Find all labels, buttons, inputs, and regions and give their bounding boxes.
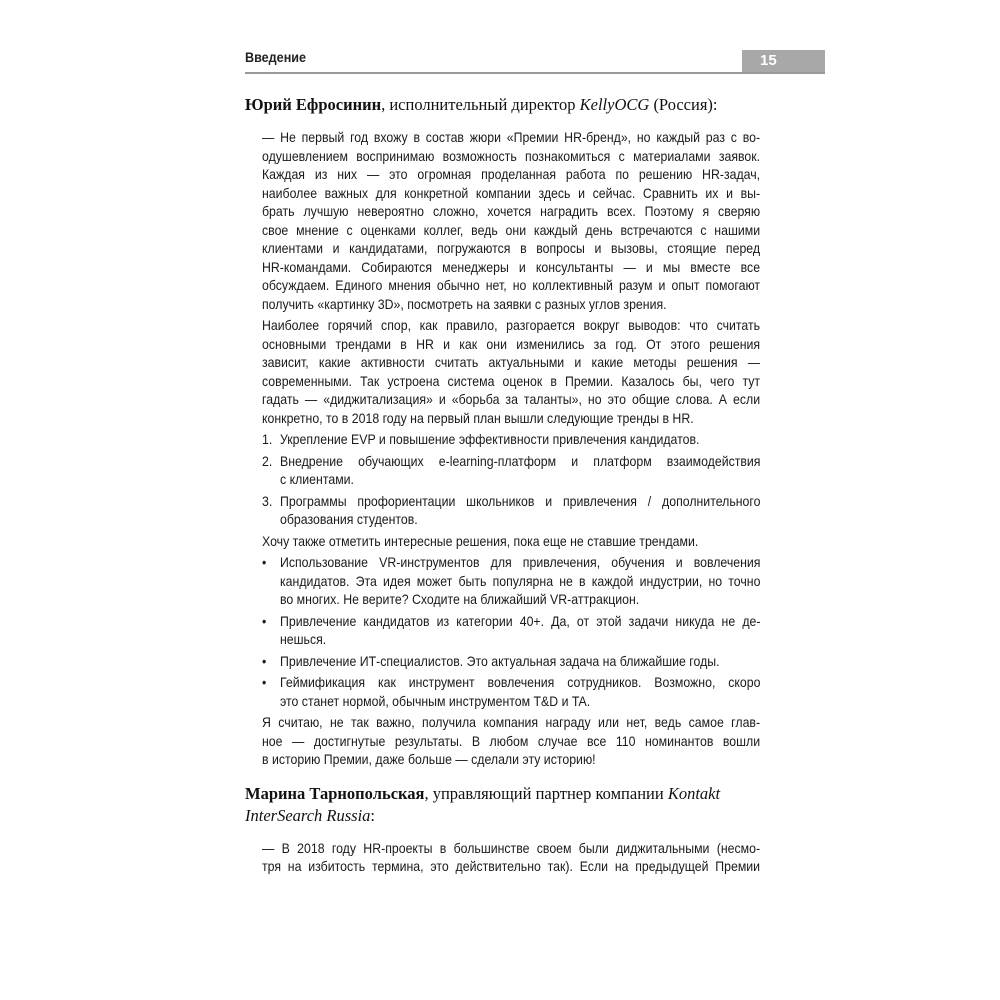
list-marker: • bbox=[262, 674, 267, 690]
author-tail: (Россия): bbox=[649, 95, 718, 114]
list-item bbox=[262, 652, 760, 671]
running-header: Введение bbox=[245, 49, 307, 65]
paragraph bbox=[262, 316, 760, 427]
list-item bbox=[262, 430, 760, 449]
text-line: современными. Так устроена система оценок в Премии. Казалось бы, чего тут bbox=[262, 372, 761, 389]
text-line: Внедрение обучающих e-learning-платформ и платформ взаимодействия bbox=[280, 452, 761, 469]
text-line: кандидатов. Эта идея может быть популярна не в каждой индустрии, но точно bbox=[280, 572, 761, 589]
author-role: , управляющий партнер компании bbox=[424, 783, 668, 803]
text-line: обсуждаем. Единого мнения обычно нет, но коллективный разум и опыт помогают bbox=[262, 277, 761, 293]
text-line: одушевлением воспринимаю возможность познакомиться с материалами заявок. bbox=[262, 147, 761, 164]
text-line: свое мнение с оценками коллег, ведь они каждый день встречаются с нашими bbox=[262, 221, 761, 238]
quote-block-1 bbox=[262, 128, 760, 769]
text-line: это станет нормой, обычным инструментом T&D и TA. bbox=[280, 692, 591, 709]
text-line: наиболее важных для конкретной компании здесь и сейчас. Сравнить их и вы- bbox=[262, 184, 761, 201]
author-role: , исполнительный директор bbox=[381, 95, 580, 114]
text-line: брать лучшую невероятно сложно, хочется наградить всех. Поэтому я сверяю bbox=[262, 203, 761, 219]
list-item bbox=[262, 452, 760, 489]
text-line: основными трендами в HR и как они изменились за год. От этого решения bbox=[262, 335, 761, 352]
text-line: HR-командами. Собираются менеджеры и консультанты — и мы вместе все bbox=[262, 258, 761, 275]
text-line: Каждая из них — это огромная проделанная работа по решению HR-задач, bbox=[262, 166, 761, 182]
list-marker: • bbox=[262, 612, 267, 629]
text-line: тря на избитость термина, это действительно так). Если на предыдущей Премии bbox=[262, 858, 761, 874]
text-line: нешься. bbox=[280, 631, 327, 647]
paragraph bbox=[262, 532, 760, 551]
text-line: Хочу также отметить интересные решения, пока еще не ставшие трендами. bbox=[262, 532, 699, 549]
page-number: 15 bbox=[760, 52, 777, 69]
text-line: образования студентов. bbox=[280, 511, 418, 527]
paragraph bbox=[262, 128, 760, 313]
list-marker: 1. bbox=[262, 431, 273, 447]
text-line: конкретно, то в 2018 году на первый план вышли следующие тренды в HR. bbox=[262, 409, 694, 426]
list-marker: • bbox=[262, 652, 267, 669]
text-line: гадать — «диджитализация» и «борьба за таланты», но это общие слова. А если bbox=[262, 391, 761, 407]
text-line: зависит, какие активности считать актуальными и какие методы решения — bbox=[262, 354, 761, 370]
text-line: с клиентами. bbox=[280, 471, 354, 487]
text-line: в историю Премии, даже больше — сделали эту историю! bbox=[262, 751, 596, 767]
list-item bbox=[262, 673, 760, 710]
text-line: Использование VR-инструментов для привлечения, обучения и вовлечения bbox=[280, 554, 761, 570]
text-line: Привлечение кандидатов из категории 40+. Да, от этой задачи никуда не де- bbox=[280, 612, 761, 629]
author-heading-1 bbox=[245, 94, 785, 116]
author-name: Юрий Ефросинин bbox=[245, 95, 382, 114]
text-line: ное — достигнутые результаты. В любом случае все 110 номинантов вошли bbox=[262, 732, 761, 749]
page-body bbox=[245, 94, 785, 879]
list-marker: 3. bbox=[262, 492, 273, 509]
text-line: — Не первый год вхожу в состав жюри «Премии HR-бренд», но каждый раз с во- bbox=[262, 129, 761, 145]
text-line: Программы профориентации школьников и привлечения / дополнительного bbox=[280, 492, 761, 509]
quote-block-2 bbox=[262, 839, 760, 876]
text-line: Привлечение ИТ-специалистов. Это актуальная задача на ближайшие годы. bbox=[280, 652, 720, 669]
list-item bbox=[262, 492, 760, 529]
text-line: — В 2018 году HR-проекты в большинстве своем были диджитальными (несмо- bbox=[262, 839, 761, 856]
list-item bbox=[262, 612, 760, 649]
header-rule bbox=[245, 72, 825, 74]
author-company: KellyOCG bbox=[579, 95, 650, 114]
text-line: Наиболее горячий спор, как правило, разгорается вокруг выводов: что считать bbox=[262, 317, 761, 333]
page-number-tab bbox=[742, 50, 825, 72]
text-line: Укрепление EVP и повышение эффективности привлечения кандидатов. bbox=[280, 431, 700, 447]
author-heading-2 bbox=[245, 783, 785, 827]
paragraph bbox=[262, 839, 760, 876]
text-line: получить «картинку 3D», посмотреть на заявки с разных углов зрения. bbox=[262, 295, 667, 312]
text-line: клиентами и кандидатами, погружаются в вопросы и вызовы, стоящие перед bbox=[262, 240, 761, 256]
list-marker: • bbox=[262, 554, 267, 570]
author-name: Марина Тарнопольская bbox=[245, 783, 425, 803]
list-marker: 2. bbox=[262, 452, 273, 469]
text-line: Я считаю, не так важно, получила компания награду или нет, ведь самое глав- bbox=[262, 714, 761, 730]
author-company: Kontakt InterSearch Russia bbox=[245, 783, 721, 825]
text-line: во многих. Не верите? Сходите на ближайший VR-аттракцион. bbox=[280, 591, 640, 607]
text-line: Геймификация как инструмент вовлечения сотрудников. Возможно, скоро bbox=[280, 674, 761, 690]
list-item bbox=[262, 553, 760, 609]
author-tail: : bbox=[370, 805, 376, 825]
paragraph bbox=[262, 713, 760, 769]
